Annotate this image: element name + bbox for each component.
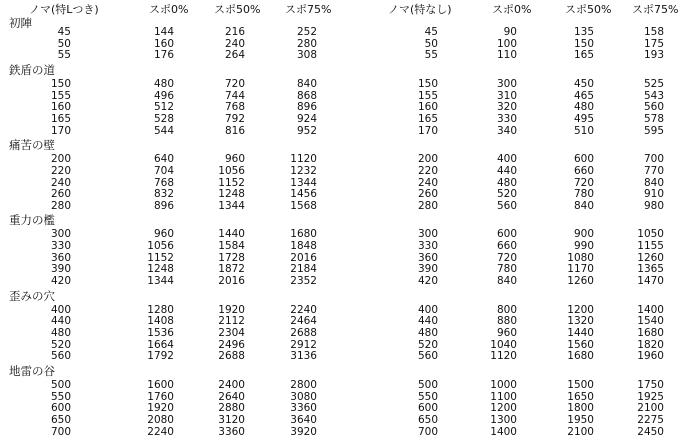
table-cell: 216 (224, 26, 245, 38)
table-cell: 1800 (567, 402, 594, 415)
table-cell: 2400 (218, 378, 245, 391)
table-cell: 720 (573, 176, 594, 189)
table-cell: 700 (50, 425, 71, 438)
table-cell: 780 (573, 188, 594, 201)
table-cell: 264 (224, 49, 245, 62)
table-cell: 3080 (290, 390, 317, 403)
table-cell: 400 (417, 303, 438, 316)
table-cell: 1680 (637, 327, 664, 339)
table-cell: 840 (296, 77, 317, 90)
table-cell: 640 (153, 153, 174, 166)
table-cell: 600 (417, 402, 438, 415)
table-cell: 300 (496, 77, 517, 90)
table-cell: 2100 (567, 425, 594, 438)
table-cell: 1100 (490, 390, 517, 403)
table-cell: 1680 (290, 228, 317, 241)
table-cell: 1540 (637, 315, 664, 328)
table-cell: 170 (50, 124, 71, 137)
table-cell: 560 (496, 199, 517, 212)
table-cell: 1152 (147, 251, 174, 264)
table-cell: 420 (417, 275, 438, 288)
group-name: 重力の檻 (9, 213, 55, 228)
table-cell: 450 (573, 77, 594, 90)
table-cell: 1000 (490, 378, 517, 391)
group-name: 痛苦の壁 (9, 138, 55, 153)
table-cell: 520 (50, 338, 71, 351)
table-cell: 600 (50, 402, 71, 415)
table-cell: 910 (643, 188, 664, 201)
table-cell: 952 (296, 124, 317, 137)
table-cell: 240 (224, 37, 245, 50)
table-cell: 1820 (637, 338, 664, 351)
table-cell: 330 (496, 112, 517, 125)
table-cell: 440 (417, 315, 438, 328)
table-cell: 390 (417, 263, 438, 276)
table-cell: 1400 (637, 303, 664, 316)
table-cell: 1560 (567, 338, 594, 351)
group-name: 鉄盾の道 (9, 62, 55, 77)
table-cell: 1920 (147, 402, 174, 415)
table-cell: 960 (153, 228, 174, 241)
table-cell: 3360 (290, 402, 317, 415)
table-cell: 1728 (218, 251, 245, 264)
table-cell: 650 (417, 413, 438, 426)
table-cell: 1280 (147, 303, 174, 316)
table-cell: 45 (57, 26, 71, 38)
table-cell: 500 (417, 378, 438, 391)
table-cell: 525 (643, 77, 664, 90)
table-cell: 480 (573, 101, 594, 114)
table-cell: 1400 (490, 425, 517, 438)
table-cell: 1344 (218, 199, 245, 212)
table-cell: 55 (424, 49, 438, 62)
table-cell: 330 (417, 240, 438, 253)
table-cell: 280 (296, 37, 317, 50)
table-cell: 150 (50, 77, 71, 90)
table-cell: 1120 (490, 350, 517, 363)
header-left-spo75: スポ75% (285, 3, 332, 16)
table-cell: 560 (643, 101, 664, 114)
table-cell: 560 (417, 350, 438, 363)
table-cell: 308 (296, 49, 317, 62)
table-cell: 3360 (218, 425, 245, 438)
table-cell: 896 (153, 199, 174, 212)
table-cell: 45 (424, 26, 438, 38)
table-cell: 700 (417, 425, 438, 438)
table-cell: 110 (496, 49, 517, 62)
header-left-norma: ノマ(特Lつき) (29, 3, 99, 16)
table-cell: 1920 (218, 303, 245, 316)
table-cell: 155 (417, 89, 438, 102)
table-cell: 1248 (218, 188, 245, 201)
table-cell: 660 (573, 164, 594, 177)
table-cell: 2688 (290, 327, 317, 339)
table-cell: 840 (496, 275, 517, 288)
table-cell: 360 (50, 251, 71, 264)
table-cell: 1200 (490, 402, 517, 415)
table-cell: 480 (417, 327, 438, 339)
group-name: 初陣 (9, 16, 32, 30)
table-cell: 1120 (290, 153, 317, 166)
table-cell: 400 (50, 303, 71, 316)
table-cell: 260 (50, 188, 71, 201)
table-cell: 960 (496, 327, 517, 339)
table-cell: 990 (573, 240, 594, 253)
table-cell: 720 (224, 77, 245, 90)
table-cell: 158 (643, 26, 664, 38)
table-cell: 2640 (218, 390, 245, 403)
table-cell: 330 (50, 240, 71, 253)
table-cell: 150 (573, 37, 594, 50)
table-cell: 1536 (147, 327, 174, 339)
table-cell: 360 (417, 251, 438, 264)
table-cell: 260 (417, 188, 438, 201)
table-cell: 792 (224, 112, 245, 125)
table-cell: 440 (496, 164, 517, 177)
table-cell: 1320 (567, 315, 594, 328)
table-cell: 1872 (218, 263, 245, 276)
table-cell: 465 (573, 89, 594, 102)
table-cell: 390 (50, 263, 71, 276)
table-cell: 1950 (567, 413, 594, 426)
table-cell: 310 (496, 89, 517, 102)
table-cell: 50 (424, 37, 438, 50)
table-cell: 832 (153, 188, 174, 201)
table-cell: 1680 (567, 350, 594, 363)
table-cell: 2800 (290, 378, 317, 391)
table-cell: 660 (496, 240, 517, 253)
table-cell: 2880 (218, 402, 245, 415)
table-cell: 1300 (490, 413, 517, 426)
table-cell: 500 (50, 378, 71, 391)
table-cell: 1664 (147, 338, 174, 351)
table-cell: 1344 (290, 176, 317, 189)
table-cell: 2352 (290, 275, 317, 288)
table-cell: 1232 (290, 164, 317, 177)
table-cell: 193 (643, 49, 664, 62)
table-cell: 55 (57, 49, 71, 62)
header-right-spo50: スポ50% (565, 3, 612, 16)
table-cell: 3136 (290, 350, 317, 363)
table-cell: 520 (496, 188, 517, 201)
group-name: 歪みの穴 (9, 288, 55, 303)
table-cell: 560 (50, 350, 71, 363)
table-cell: 2496 (218, 338, 245, 351)
table-cell: 240 (50, 176, 71, 189)
table-cell: 2080 (147, 413, 174, 426)
table-cell: 2464 (290, 315, 317, 328)
table-cell: 1040 (490, 338, 517, 351)
header-right-spo75: スポ75% (632, 3, 679, 16)
table-cell: 900 (573, 228, 594, 241)
table-cell: 440 (50, 315, 71, 328)
table-cell: 220 (50, 164, 71, 177)
table-cell: 1200 (567, 303, 594, 316)
table-cell: 3120 (218, 413, 245, 426)
table-cell: 2275 (637, 413, 664, 426)
table-cell: 2450 (637, 425, 664, 438)
table-cell: 155 (50, 89, 71, 102)
table-cell: 160 (153, 37, 174, 50)
table-cell: 220 (417, 164, 438, 177)
table-cell: 1600 (147, 378, 174, 391)
table-cell: 924 (296, 112, 317, 125)
table-cell: 135 (573, 26, 594, 38)
table-cell: 165 (573, 49, 594, 62)
table-cell: 2100 (637, 402, 664, 415)
table-cell: 510 (573, 124, 594, 137)
table-cell: 768 (224, 101, 245, 114)
table-cell: 980 (643, 199, 664, 212)
table-cell: 1584 (218, 240, 245, 253)
table-cell: 2304 (218, 327, 245, 339)
table-cell: 700 (643, 153, 664, 166)
table-cell: 2016 (290, 251, 317, 264)
table-cell: 252 (296, 26, 317, 38)
table-cell: 1440 (567, 327, 594, 339)
table-cell: 165 (50, 112, 71, 125)
table-cell: 300 (417, 228, 438, 241)
table-cell: 170 (417, 124, 438, 137)
table-cell: 1568 (290, 199, 317, 212)
table-cell: 780 (496, 263, 517, 276)
table-cell: 1456 (290, 188, 317, 201)
table-cell: 550 (417, 390, 438, 403)
table-cell: 1152 (218, 176, 245, 189)
table-cell: 543 (643, 89, 664, 102)
table-cell: 720 (496, 251, 517, 264)
table-cell: 1760 (147, 390, 174, 403)
table-cell: 1260 (567, 275, 594, 288)
table-cell: 2912 (290, 338, 317, 351)
table-cell: 1260 (637, 251, 664, 264)
table-cell: 160 (417, 101, 438, 114)
header-left-spo0: スポ0% (149, 3, 189, 16)
table-cell: 1960 (637, 350, 664, 363)
table-cell: 480 (153, 77, 174, 90)
table-cell: 578 (643, 112, 664, 125)
table-cell: 1500 (567, 378, 594, 391)
table-cell: 868 (296, 89, 317, 102)
table-cell: 600 (496, 228, 517, 241)
table-cell: 1470 (637, 275, 664, 288)
table-cell: 880 (496, 315, 517, 328)
table-cell: 496 (153, 89, 174, 102)
table-cell: 495 (573, 112, 594, 125)
table-cell: 1925 (637, 390, 664, 403)
table-cell: 2688 (218, 350, 245, 363)
table-cell: 768 (153, 176, 174, 189)
table-cell: 320 (496, 101, 517, 114)
table-cell: 1155 (637, 240, 664, 253)
table-cell: 400 (496, 153, 517, 166)
table-cell: 340 (496, 124, 517, 137)
table-cell: 840 (643, 176, 664, 189)
table-cell: 1170 (567, 263, 594, 276)
table-cell: 150 (417, 77, 438, 90)
table-cell: 1056 (218, 164, 245, 177)
table-cell: 1440 (218, 228, 245, 241)
table-cell: 280 (50, 199, 71, 212)
table-cell: 1650 (567, 390, 594, 403)
table-cell: 300 (50, 228, 71, 241)
table-cell: 1344 (147, 275, 174, 288)
table-cell: 1080 (567, 251, 594, 264)
table-cell: 2016 (218, 275, 245, 288)
table-cell: 1050 (637, 228, 664, 241)
table-cell: 544 (153, 124, 174, 137)
table-cell: 1248 (147, 263, 174, 276)
table-cell: 800 (496, 303, 517, 316)
table-cell: 144 (153, 26, 174, 38)
table-cell: 2240 (147, 425, 174, 438)
table-cell: 1750 (637, 378, 664, 391)
table-cell: 160 (50, 101, 71, 114)
table-cell: 480 (496, 176, 517, 189)
table-cell: 600 (573, 153, 594, 166)
table-cell: 520 (417, 338, 438, 351)
table-cell: 1848 (290, 240, 317, 253)
group-name: 地雷の谷 (9, 363, 55, 378)
table-cell: 1365 (637, 263, 664, 276)
table-cell: 550 (50, 390, 71, 403)
header-right-spo0: スポ0% (492, 3, 532, 16)
table-cell: 960 (224, 153, 245, 166)
table-cell: 100 (496, 37, 517, 50)
table-cell: 3640 (290, 413, 317, 426)
header-left-spo50: スポ50% (214, 3, 261, 16)
table-cell: 175 (643, 37, 664, 50)
table-cell: 840 (573, 199, 594, 212)
table-cell: 744 (224, 89, 245, 102)
table-cell: 165 (417, 112, 438, 125)
header-right-norma: ノマ(特なし) (388, 3, 452, 16)
table-cell: 770 (643, 164, 664, 177)
table-cell: 200 (50, 153, 71, 166)
table-cell: 650 (50, 413, 71, 426)
table-cell: 704 (153, 164, 174, 177)
table-cell: 240 (417, 176, 438, 189)
table-cell: 2240 (290, 303, 317, 316)
table-cell: 200 (417, 153, 438, 166)
table-cell: 2112 (218, 315, 245, 328)
table-cell: 3920 (290, 425, 317, 438)
table-cell: 512 (153, 101, 174, 114)
table-cell: 280 (417, 199, 438, 212)
table-cell: 1056 (147, 240, 174, 253)
table-cell: 528 (153, 112, 174, 125)
table-cell: 896 (296, 101, 317, 114)
table-cell: 176 (153, 49, 174, 62)
table-cell: 1408 (147, 315, 174, 328)
table-cell: 420 (50, 275, 71, 288)
table-cell: 1792 (147, 350, 174, 363)
table-cell: 90 (503, 26, 517, 38)
table-cell: 480 (50, 327, 71, 339)
table-cell: 595 (643, 124, 664, 137)
table-cell: 50 (57, 37, 71, 50)
table-cell: 816 (224, 124, 245, 137)
table-cell: 2184 (290, 263, 317, 276)
